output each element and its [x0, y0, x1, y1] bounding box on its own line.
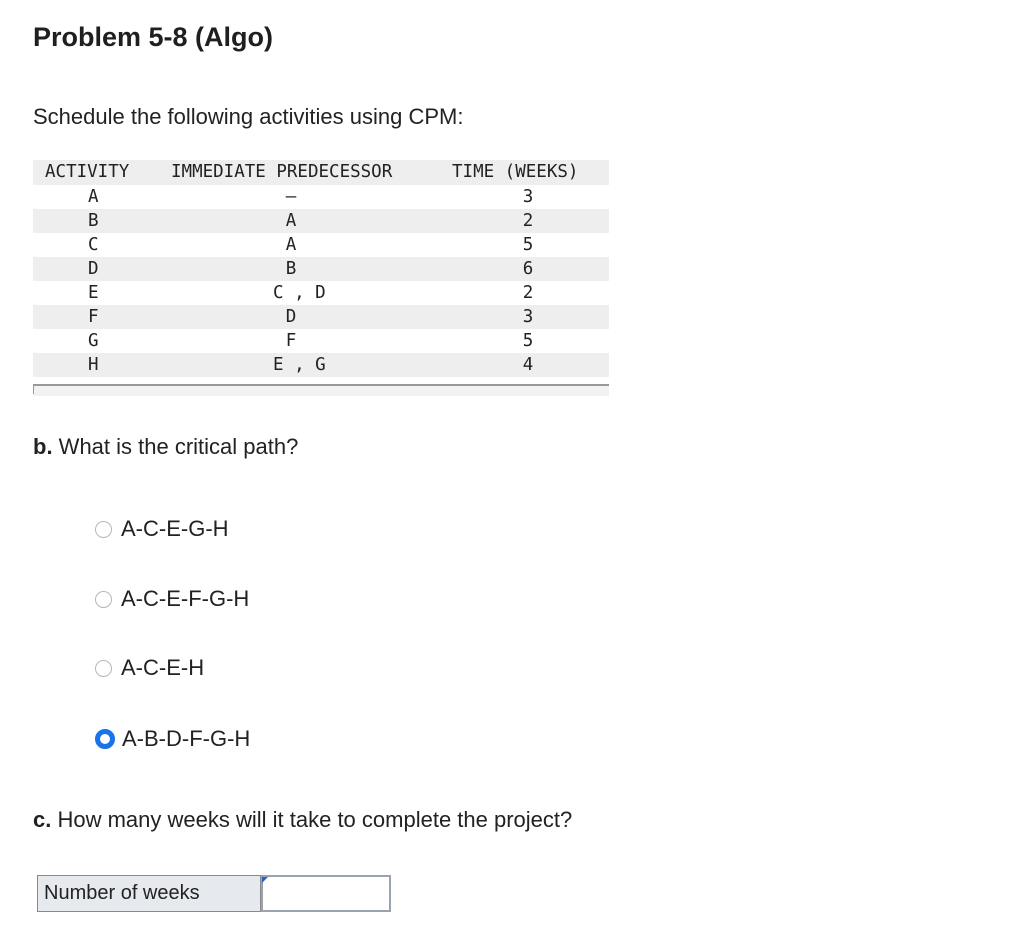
time-cell: 2 [522, 283, 534, 303]
table-bottom-tick [33, 384, 34, 394]
activity-cell: E [88, 283, 99, 303]
predecessor-cell: F [285, 331, 297, 351]
activity-cell: A [88, 187, 99, 207]
predecessor-cell: C , D [273, 283, 326, 303]
instruction-text: Schedule the following activities using CPM: [33, 104, 464, 129]
question-c-prefix: c. [33, 807, 52, 832]
option-label: A-C-E-F-G-H [121, 586, 250, 611]
activity-cell: G [88, 331, 99, 351]
time-cell: 5 [522, 235, 534, 255]
option-label: A-C-E-G-H [121, 516, 229, 541]
question-b-text: What is the critical path? [52, 434, 299, 459]
table-row [33, 329, 609, 353]
predecessor-cell: B [285, 259, 297, 279]
predecessor-cell: D [285, 307, 297, 327]
table-row [33, 185, 609, 209]
radio-button[interactable] [95, 591, 112, 608]
option-4[interactable] [95, 726, 250, 752]
time-cell: 4 [522, 355, 534, 375]
predecessor-cell: A [285, 211, 297, 231]
table-row [33, 281, 609, 305]
table-row [33, 233, 609, 257]
question-c-text: How many weeks will it take to complete the project? [51, 807, 573, 832]
option-label: A-B-D-F-G-H [122, 726, 251, 751]
radio-button[interactable] [95, 660, 112, 677]
question-b [33, 434, 298, 460]
activity-cell: C [88, 235, 99, 255]
predecessor-cell: A [285, 235, 297, 255]
time-cell: 3 [522, 307, 534, 327]
table-row [33, 305, 609, 329]
question-c [33, 807, 572, 833]
table-row [33, 257, 609, 281]
option-label: A-C-E-H [121, 655, 205, 680]
number-of-weeks-input[interactable] [261, 875, 391, 912]
header-predecessor: IMMEDIATE PREDECESSOR [171, 162, 393, 182]
table-row [33, 209, 609, 233]
answer-label: Number of weeks [37, 875, 261, 912]
time-cell: 6 [522, 259, 534, 279]
activity-cell: D [88, 259, 99, 279]
time-cell: 5 [522, 331, 534, 351]
header-activity: ACTIVITY [45, 162, 130, 182]
activity-cell: F [88, 307, 99, 327]
predecessor-cell: — [285, 187, 297, 207]
problem-title: Problem 5-8 (Algo) [33, 22, 274, 52]
option-3[interactable] [95, 655, 204, 681]
question-b-prefix: b. [33, 434, 53, 459]
table-row [33, 353, 609, 377]
radio-button-selected[interactable] [95, 729, 115, 749]
option-2[interactable] [95, 586, 249, 612]
time-cell: 3 [522, 187, 534, 207]
radio-button[interactable] [95, 521, 112, 538]
predecessor-cell: E , G [273, 355, 326, 375]
activity-cell: H [88, 355, 99, 375]
table-header-row [33, 160, 609, 185]
time-cell: 2 [522, 211, 534, 231]
activity-cell: B [88, 211, 99, 231]
option-1[interactable] [95, 516, 229, 542]
header-time: TIME (WEEKS) [452, 162, 579, 182]
table-bottom-border [33, 384, 609, 396]
activity-table [33, 160, 609, 377]
